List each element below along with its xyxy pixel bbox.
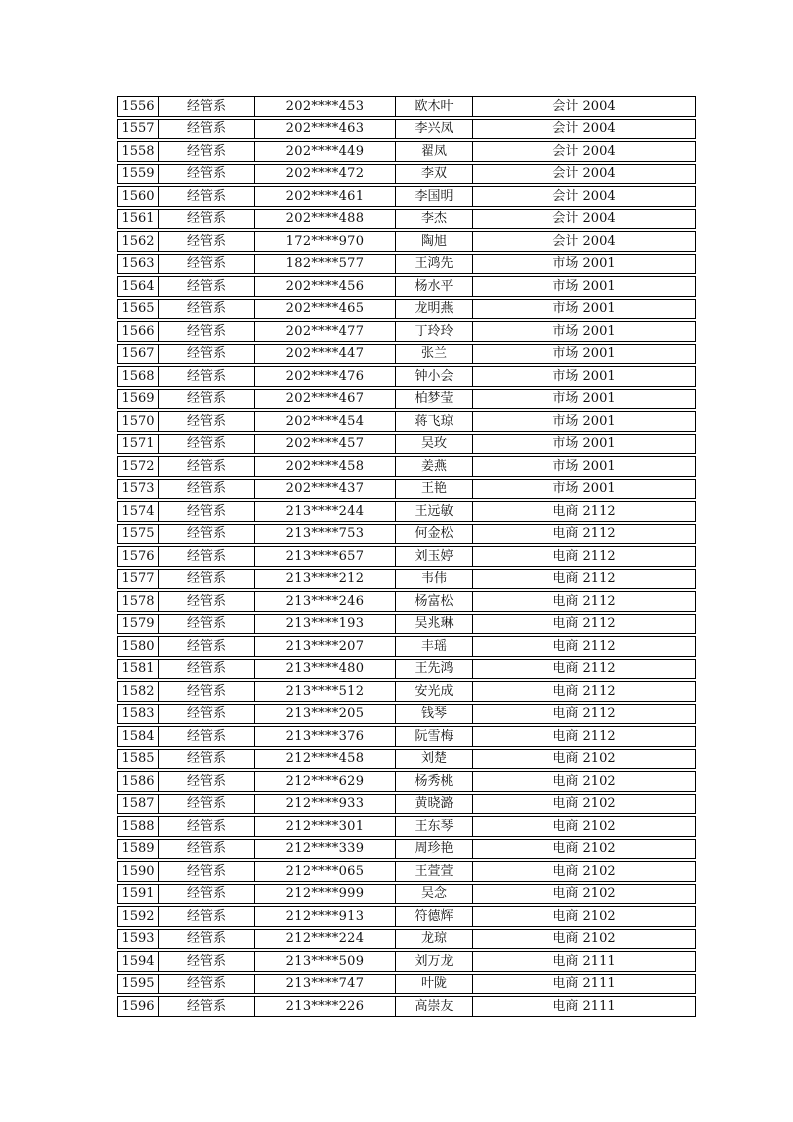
student-name-cell: 杨富松 bbox=[396, 592, 473, 611]
row-number-cell: 1575 bbox=[118, 525, 159, 544]
student-id-cell: 182****577 bbox=[255, 255, 396, 274]
department-cell: 经管系 bbox=[159, 840, 255, 859]
department-cell: 经管系 bbox=[159, 795, 255, 814]
department-cell: 经管系 bbox=[159, 682, 255, 701]
student-name-cell: 刘万龙 bbox=[396, 952, 473, 971]
table-row bbox=[117, 501, 696, 522]
department-cell: 经管系 bbox=[159, 120, 255, 139]
table-row bbox=[117, 389, 696, 410]
table-row bbox=[117, 591, 696, 612]
row-number-cell: 1577 bbox=[118, 570, 159, 589]
row-number-cell: 1574 bbox=[118, 502, 159, 521]
student-id-cell: 202****465 bbox=[255, 300, 396, 319]
student-name-cell: 何金松 bbox=[396, 525, 473, 544]
student-name-cell: 姜燕 bbox=[396, 457, 473, 476]
class-name-cell: 电商 2111 bbox=[552, 953, 616, 969]
table-row bbox=[117, 344, 696, 365]
row-number-cell: 1557 bbox=[118, 120, 159, 139]
table-row bbox=[117, 726, 696, 747]
row-number-cell: 1593 bbox=[118, 930, 159, 949]
department-cell: 经管系 bbox=[159, 142, 255, 161]
department-cell: 经管系 bbox=[159, 457, 255, 476]
row-number-cell: 1585 bbox=[118, 750, 159, 769]
row-number-cell: 1594 bbox=[118, 952, 159, 971]
department-cell: 经管系 bbox=[159, 817, 255, 836]
student-id-cell: 202****467 bbox=[255, 390, 396, 409]
student-name-cell: 王远敏 bbox=[396, 502, 473, 521]
department-cell: 经管系 bbox=[159, 97, 255, 116]
class-name-cell: 会计 2004 bbox=[552, 121, 616, 137]
student-name-cell: 李杰 bbox=[396, 210, 473, 229]
student-name-cell: 韦伟 bbox=[396, 570, 473, 589]
student-name-cell: 刘玉婷 bbox=[396, 547, 473, 566]
student-id-cell: 213****226 bbox=[255, 997, 396, 1016]
student-name-cell: 欧木叶 bbox=[396, 97, 473, 116]
row-number-cell: 1556 bbox=[118, 97, 159, 116]
table-row bbox=[117, 839, 696, 860]
class-name-cell: 市场 2001 bbox=[552, 301, 616, 317]
department-cell: 经管系 bbox=[159, 615, 255, 634]
row-number-cell: 1568 bbox=[118, 367, 159, 386]
student-name-cell: 龙明燕 bbox=[396, 300, 473, 319]
row-number-cell: 1567 bbox=[118, 345, 159, 364]
student-id-cell: 202****437 bbox=[255, 480, 396, 499]
student-id-cell: 213****509 bbox=[255, 952, 396, 971]
student-name-cell: 符德辉 bbox=[396, 907, 473, 926]
row-number-cell: 1573 bbox=[118, 480, 159, 499]
student-id-cell: 212****339 bbox=[255, 840, 396, 859]
department-cell: 经管系 bbox=[159, 660, 255, 679]
table-row bbox=[117, 434, 696, 455]
department-cell: 经管系 bbox=[159, 975, 255, 994]
row-number-cell: 1579 bbox=[118, 615, 159, 634]
row-number-cell: 1586 bbox=[118, 772, 159, 791]
student-name-cell: 钟小会 bbox=[396, 367, 473, 386]
department-cell: 经管系 bbox=[159, 502, 255, 521]
student-id-cell: 212****301 bbox=[255, 817, 396, 836]
student-id-cell: 202****476 bbox=[255, 367, 396, 386]
row-number-cell: 1561 bbox=[118, 210, 159, 229]
student-name-cell: 蒋飞琼 bbox=[396, 412, 473, 431]
class-name-cell: 会计 2004 bbox=[552, 211, 616, 227]
table-row bbox=[117, 951, 696, 972]
department-cell: 经管系 bbox=[159, 637, 255, 656]
student-id-cell: 202****458 bbox=[255, 457, 396, 476]
class-name-cell: 电商 2112 bbox=[552, 616, 616, 632]
table-row bbox=[117, 704, 696, 725]
student-name-cell: 王东琴 bbox=[396, 817, 473, 836]
student-name-cell: 刘楚 bbox=[396, 750, 473, 769]
student-name-cell: 李国明 bbox=[396, 187, 473, 206]
class-name-cell: 市场 2001 bbox=[552, 413, 616, 429]
table-row bbox=[117, 141, 696, 162]
table-row bbox=[117, 614, 696, 635]
department-cell: 经管系 bbox=[159, 435, 255, 454]
student-id-cell: 213****376 bbox=[255, 727, 396, 746]
class-name-cell: 市场 2001 bbox=[552, 278, 616, 294]
student-id-cell: 213****512 bbox=[255, 682, 396, 701]
table-row bbox=[117, 929, 696, 950]
student-name-cell: 吴念 bbox=[396, 885, 473, 904]
table-row bbox=[117, 749, 696, 770]
student-name-cell: 翟凤 bbox=[396, 142, 473, 161]
table-row bbox=[117, 906, 696, 927]
table-row bbox=[117, 96, 696, 117]
student-table bbox=[117, 96, 696, 1017]
department-cell: 经管系 bbox=[159, 255, 255, 274]
department-cell: 经管系 bbox=[159, 705, 255, 724]
department-cell: 经管系 bbox=[159, 300, 255, 319]
student-id-cell: 213****246 bbox=[255, 592, 396, 611]
student-id-cell: 202****463 bbox=[255, 120, 396, 139]
row-number-cell: 1590 bbox=[118, 862, 159, 881]
table-row bbox=[117, 164, 696, 185]
table-row bbox=[117, 884, 696, 905]
class-name-cell: 电商 2102 bbox=[552, 863, 616, 879]
department-cell: 经管系 bbox=[159, 367, 255, 386]
department-cell: 经管系 bbox=[159, 885, 255, 904]
class-name-cell: 电商 2102 bbox=[552, 818, 616, 834]
row-number-cell: 1576 bbox=[118, 547, 159, 566]
department-cell: 经管系 bbox=[159, 862, 255, 881]
student-id-cell: 213****480 bbox=[255, 660, 396, 679]
class-name-cell: 会计 2004 bbox=[552, 188, 616, 204]
row-number-cell: 1560 bbox=[118, 187, 159, 206]
department-cell: 经管系 bbox=[159, 232, 255, 251]
department-cell: 经管系 bbox=[159, 547, 255, 566]
row-number-cell: 1559 bbox=[118, 165, 159, 184]
table-row bbox=[117, 816, 696, 837]
student-id-cell: 212****999 bbox=[255, 885, 396, 904]
department-cell: 经管系 bbox=[159, 187, 255, 206]
table-row bbox=[117, 861, 696, 882]
student-name-cell: 黄晓潞 bbox=[396, 795, 473, 814]
student-name-cell: 王艳 bbox=[396, 480, 473, 499]
row-number-cell: 1565 bbox=[118, 300, 159, 319]
student-name-cell: 阮雪梅 bbox=[396, 727, 473, 746]
department-cell: 经管系 bbox=[159, 525, 255, 544]
row-number-cell: 1591 bbox=[118, 885, 159, 904]
department-cell: 经管系 bbox=[159, 277, 255, 296]
student-id-cell: 202****477 bbox=[255, 322, 396, 341]
row-number-cell: 1582 bbox=[118, 682, 159, 701]
student-name-cell: 王萱萱 bbox=[396, 862, 473, 881]
table-row bbox=[117, 276, 696, 297]
table-row bbox=[117, 996, 696, 1017]
class-name-cell: 市场 2001 bbox=[552, 458, 616, 474]
class-name-cell: 电商 2112 bbox=[552, 638, 616, 654]
student-id-cell: 212****913 bbox=[255, 907, 396, 926]
row-number-cell: 1566 bbox=[118, 322, 159, 341]
table-row bbox=[117, 231, 696, 252]
department-cell: 经管系 bbox=[159, 997, 255, 1016]
class-name-cell: 市场 2001 bbox=[552, 323, 616, 339]
row-number-cell: 1558 bbox=[118, 142, 159, 161]
student-id-cell: 212****224 bbox=[255, 930, 396, 949]
student-id-cell: 202****449 bbox=[255, 142, 396, 161]
student-id-cell: 212****629 bbox=[255, 772, 396, 791]
student-id-cell: 213****193 bbox=[255, 615, 396, 634]
class-name-cell: 会计 2004 bbox=[552, 166, 616, 182]
student-id-cell: 213****244 bbox=[255, 502, 396, 521]
row-number-cell: 1592 bbox=[118, 907, 159, 926]
student-id-cell: 212****065 bbox=[255, 862, 396, 881]
class-name-cell: 电商 2102 bbox=[552, 796, 616, 812]
department-cell: 经管系 bbox=[159, 390, 255, 409]
table-row bbox=[117, 659, 696, 680]
student-id-cell: 213****753 bbox=[255, 525, 396, 544]
table-row bbox=[117, 524, 696, 545]
table-row bbox=[117, 209, 696, 230]
table-row bbox=[117, 771, 696, 792]
class-name-cell: 电商 2112 bbox=[552, 571, 616, 587]
student-name-cell: 安光成 bbox=[396, 682, 473, 701]
student-id-cell: 202****488 bbox=[255, 210, 396, 229]
class-name-cell: 会计 2004 bbox=[552, 233, 616, 249]
department-cell: 经管系 bbox=[159, 345, 255, 364]
class-name-cell: 电商 2102 bbox=[552, 908, 616, 924]
class-name-cell: 电商 2102 bbox=[552, 773, 616, 789]
student-id-cell: 202****461 bbox=[255, 187, 396, 206]
class-name-cell: 市场 2001 bbox=[552, 481, 616, 497]
class-name-cell: 会计 2004 bbox=[552, 98, 616, 114]
class-name-cell: 电商 2102 bbox=[552, 931, 616, 947]
student-name-cell: 丁玲玲 bbox=[396, 322, 473, 341]
department-cell: 经管系 bbox=[159, 210, 255, 229]
table-row bbox=[117, 479, 696, 500]
row-number-cell: 1581 bbox=[118, 660, 159, 679]
class-name-cell: 电商 2111 bbox=[552, 998, 616, 1014]
student-name-cell: 王鸿先 bbox=[396, 255, 473, 274]
table-row bbox=[117, 299, 696, 320]
row-number-cell: 1570 bbox=[118, 412, 159, 431]
department-cell: 经管系 bbox=[159, 727, 255, 746]
student-id-cell: 202****456 bbox=[255, 277, 396, 296]
department-cell: 经管系 bbox=[159, 165, 255, 184]
student-name-cell: 李兴凤 bbox=[396, 120, 473, 139]
student-id-cell: 202****457 bbox=[255, 435, 396, 454]
class-name-cell: 电商 2112 bbox=[552, 593, 616, 609]
row-number-cell: 1589 bbox=[118, 840, 159, 859]
table-row bbox=[117, 411, 696, 432]
student-name-cell: 陶旭 bbox=[396, 232, 473, 251]
table-row bbox=[117, 974, 696, 995]
class-name-cell: 电商 2112 bbox=[552, 683, 616, 699]
student-id-cell: 212****933 bbox=[255, 795, 396, 814]
class-name-cell: 市场 2001 bbox=[552, 256, 616, 272]
student-name-cell: 龙琼 bbox=[396, 930, 473, 949]
student-name-cell: 钱琴 bbox=[396, 705, 473, 724]
student-name-cell: 李双 bbox=[396, 165, 473, 184]
class-name-cell: 市场 2001 bbox=[552, 346, 616, 362]
department-cell: 经管系 bbox=[159, 750, 255, 769]
department-cell: 经管系 bbox=[159, 480, 255, 499]
table-row bbox=[117, 186, 696, 207]
student-name-cell: 吴兆琳 bbox=[396, 615, 473, 634]
student-id-cell: 202****453 bbox=[255, 97, 396, 116]
class-name-cell: 电商 2102 bbox=[552, 751, 616, 767]
row-number-cell: 1563 bbox=[118, 255, 159, 274]
table-row bbox=[117, 681, 696, 702]
class-name-cell: 电商 2112 bbox=[552, 526, 616, 542]
department-cell: 经管系 bbox=[159, 930, 255, 949]
student-name-cell: 叶陇 bbox=[396, 975, 473, 994]
student-id-cell: 213****747 bbox=[255, 975, 396, 994]
table-row bbox=[117, 546, 696, 567]
department-cell: 经管系 bbox=[159, 412, 255, 431]
row-number-cell: 1588 bbox=[118, 817, 159, 836]
class-name-cell: 电商 2102 bbox=[552, 841, 616, 857]
table-row bbox=[117, 636, 696, 657]
student-name-cell: 周珍艳 bbox=[396, 840, 473, 859]
student-id-cell: 202****447 bbox=[255, 345, 396, 364]
table-row bbox=[117, 794, 696, 815]
row-number-cell: 1584 bbox=[118, 727, 159, 746]
department-cell: 经管系 bbox=[159, 907, 255, 926]
class-name-cell: 电商 2111 bbox=[552, 976, 616, 992]
student-name-cell: 张兰 bbox=[396, 345, 473, 364]
table-row bbox=[117, 569, 696, 590]
row-number-cell: 1564 bbox=[118, 277, 159, 296]
class-name-cell: 电商 2112 bbox=[552, 728, 616, 744]
table-row bbox=[117, 254, 696, 275]
student-id-cell: 172****970 bbox=[255, 232, 396, 251]
student-id-cell: 202****472 bbox=[255, 165, 396, 184]
student-id-cell: 212****458 bbox=[255, 750, 396, 769]
row-number-cell: 1578 bbox=[118, 592, 159, 611]
class-name-cell: 电商 2112 bbox=[552, 548, 616, 564]
class-name-cell: 电商 2112 bbox=[552, 503, 616, 519]
student-id-cell: 202****454 bbox=[255, 412, 396, 431]
student-name-cell: 丰瑶 bbox=[396, 637, 473, 656]
student-name-cell: 杨水平 bbox=[396, 277, 473, 296]
row-number-cell: 1583 bbox=[118, 705, 159, 724]
row-number-cell: 1580 bbox=[118, 637, 159, 656]
class-name-cell: 市场 2001 bbox=[552, 368, 616, 384]
row-number-cell: 1596 bbox=[118, 997, 159, 1016]
department-cell: 经管系 bbox=[159, 772, 255, 791]
student-name-cell: 王先鸿 bbox=[396, 660, 473, 679]
student-id-cell: 213****205 bbox=[255, 705, 396, 724]
table-row bbox=[117, 366, 696, 387]
class-name-cell: 电商 2112 bbox=[552, 661, 616, 677]
class-name-cell: 电商 2102 bbox=[552, 886, 616, 902]
row-number-cell: 1571 bbox=[118, 435, 159, 454]
department-cell: 经管系 bbox=[159, 952, 255, 971]
department-cell: 经管系 bbox=[159, 570, 255, 589]
department-cell: 经管系 bbox=[159, 322, 255, 341]
class-name-cell: 会计 2004 bbox=[552, 143, 616, 159]
table-row bbox=[117, 321, 696, 342]
student-name-cell: 高崇友 bbox=[396, 997, 473, 1016]
student-id-cell: 213****212 bbox=[255, 570, 396, 589]
student-id-cell: 213****207 bbox=[255, 637, 396, 656]
row-number-cell: 1569 bbox=[118, 390, 159, 409]
class-name-cell: 市场 2001 bbox=[552, 436, 616, 452]
row-number-cell: 1587 bbox=[118, 795, 159, 814]
class-name-cell: 电商 2112 bbox=[552, 706, 616, 722]
department-cell: 经管系 bbox=[159, 592, 255, 611]
class-name-cell: 市场 2001 bbox=[552, 391, 616, 407]
student-name-cell: 杨秀桃 bbox=[396, 772, 473, 791]
row-number-cell: 1595 bbox=[118, 975, 159, 994]
table-row bbox=[117, 119, 696, 140]
student-name-cell: 柏梦莹 bbox=[396, 390, 473, 409]
table-row bbox=[117, 456, 696, 477]
student-name-cell: 吴玫 bbox=[396, 435, 473, 454]
row-number-cell: 1572 bbox=[118, 457, 159, 476]
row-number-cell: 1562 bbox=[118, 232, 159, 251]
student-id-cell: 213****657 bbox=[255, 547, 396, 566]
